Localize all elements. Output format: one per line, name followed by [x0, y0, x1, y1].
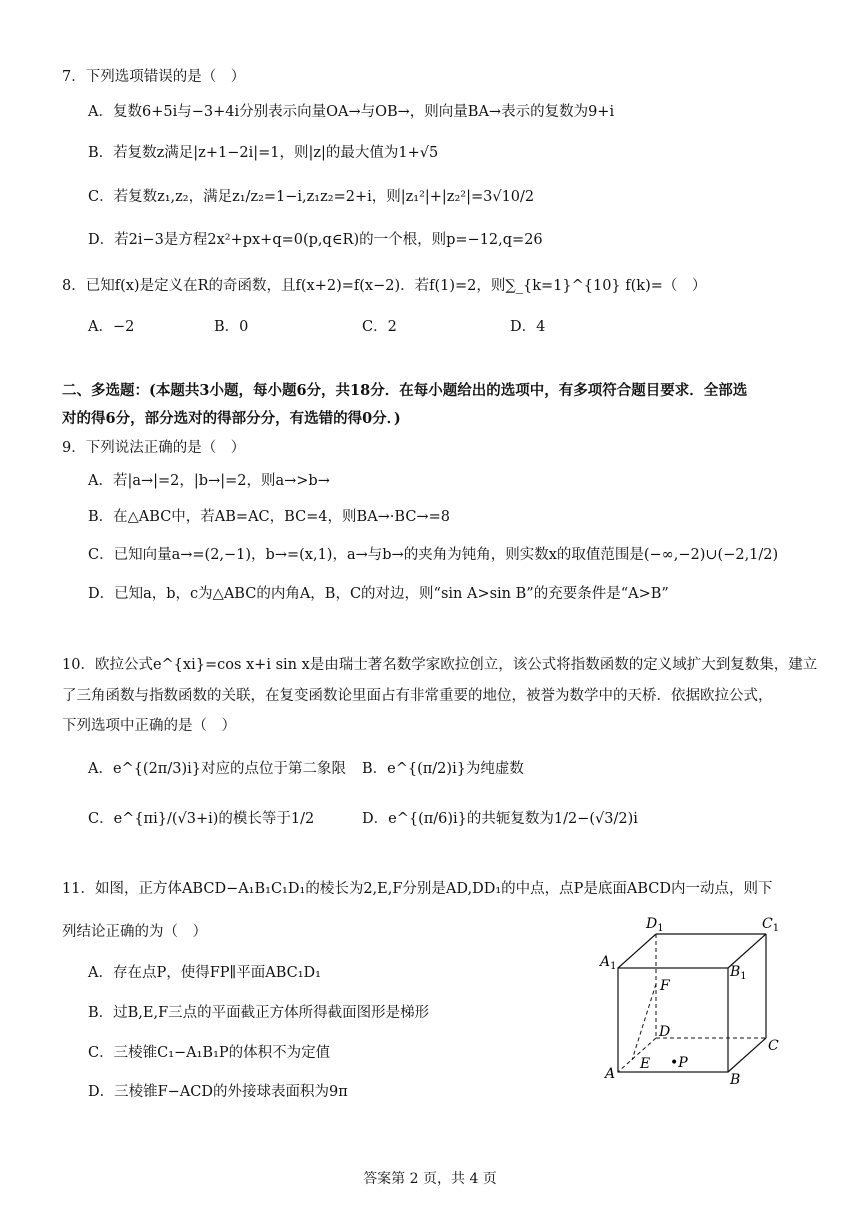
edge-ad	[618, 1038, 656, 1072]
q10-option-a: A．e^{(2π/3)i}对应的点位于第二象限	[88, 761, 346, 777]
q11-stem-line1: 11．如图，正方体ABCD−A₁B₁C₁D₁的棱长为2,E,F分别是AD,DD₁的中点，点P是底面ABCD内一动点，则下	[62, 881, 773, 897]
q11-option-d: D．三棱锥F−ACD的外接球表面积为9π	[88, 1084, 348, 1100]
label-f: F	[660, 978, 670, 994]
q8-option-d: D．4	[510, 319, 546, 335]
q9-option-a: A．若|a→|=2，|b→|=2，则a→>b→	[88, 473, 330, 489]
q10-stem-line2: 了三角函数与指数函数的关联，在复变函数论里面占有非常重要的地位，被誉为数学中的天桥．依据欧拉公式，	[62, 688, 773, 704]
edge-bc	[728, 1038, 766, 1072]
q7-option-b: B．若复数z满足|z+1−2i|=1，则|z|的最大值为1+√5	[88, 145, 439, 161]
q8-option-c: C．2	[362, 319, 397, 335]
page-footer: 答案第 2 页，共 4 页	[363, 1171, 497, 1187]
q8-option-b: B．0	[214, 319, 249, 335]
q8-stem: 8．已知f(x)是定义在R的奇函数，且f(x+2)=f(x−2)．若f(1)=2，则∑_{k=1}^{10} f(k)=（ ）	[62, 278, 707, 294]
cube-diagram	[596, 912, 796, 1088]
q10-option-c: C．e^{πi}/(√3+i)的模长等于1/2	[88, 811, 315, 827]
q11-option-b: B．过B,E,F三点的平面截正方体所得截面图形是梯形	[88, 1005, 430, 1021]
q10-stem-line3: 下列选项中正确的是（ ）	[62, 718, 236, 734]
q10-option-d: D．e^{(π/6)i}的共轭复数为1/2−(√3/2)i	[362, 811, 638, 827]
label-e: E	[640, 1056, 651, 1072]
label-a: A	[605, 1066, 616, 1082]
q10-option-b: B．e^{(π/2)i}为纯虚数	[362, 761, 524, 777]
edge-a1d1	[618, 934, 656, 968]
cube-figure	[596, 912, 796, 1088]
label-b: B	[730, 1072, 741, 1088]
q11-stem-line2: 列结论正确的为（ ）	[62, 924, 207, 940]
q7-option-a: A．复数6+5i与−3+4i分别表示向量OA→与OB→，则向量BA→表示的复数为9+i	[88, 104, 615, 120]
label-p: •P	[670, 1055, 688, 1071]
q10-stem-line1: 10．欧拉公式e^{xi}=cos x+i sin x是由瑞士著名数学家欧拉创立，该公式将指数函数的定义域扩大到复数集，建立	[62, 657, 818, 673]
label-d: D	[659, 1024, 671, 1040]
q7-option-d: D．若2i−3是方程2x²+px+q=0(p,q∈R)的一个根，则p=−12,q=26	[88, 232, 543, 248]
label-c1: $C_1$	[762, 916, 780, 934]
q9-stem: 9．下列说法正确的是（ ）	[62, 440, 246, 456]
edge-b1c1	[728, 934, 766, 968]
q7-stem: 7．下列选项错误的是（ ）	[62, 69, 246, 85]
label-d1: $D_1$	[646, 916, 664, 934]
q9-option-c: C．已知向量a→=(2,−1)，b→=(x,1)，a→与b→的夹角为钝角，则实数x的取值范围是(−∞,−2)∪(−2,1/2)	[88, 547, 779, 563]
q11-option-a: A．存在点P，使得FP∥平面ABC₁D₁	[88, 965, 321, 981]
section-2-heading-line2: 对的得6分，部分选对的得部分分，有选错的得0分．)	[62, 410, 401, 427]
q9-option-d: D．已知a，b，c为△ABC的内角A，B，C的对边，则“sin A>sin B”的充要条件是“A>B”	[88, 586, 669, 602]
label-b1: $B_1$	[730, 964, 747, 982]
label-a1: $A_1$	[600, 954, 617, 972]
q9-option-b: B．在△ABC中，若AB=AC，BC=4，则BA→·BC→=8	[88, 509, 450, 525]
label-c: C	[768, 1038, 779, 1054]
q8-option-a: A．−2	[88, 319, 135, 335]
q11-option-c: C．三棱锥C₁−A₁B₁P的体积不为定值	[88, 1045, 331, 1061]
section-2-heading-line1: 二、多选题：(本题共3小题，每小题6分，共18分．在每小题给出的选项中，有多项符合题目要求．全部选	[62, 382, 748, 399]
q7-option-c: C．若复数z₁,z₂，满足z₁/z₂=1−i,z₁z₂=2+i，则|z₁²|+|z₂²|=3√10/2	[88, 189, 535, 205]
